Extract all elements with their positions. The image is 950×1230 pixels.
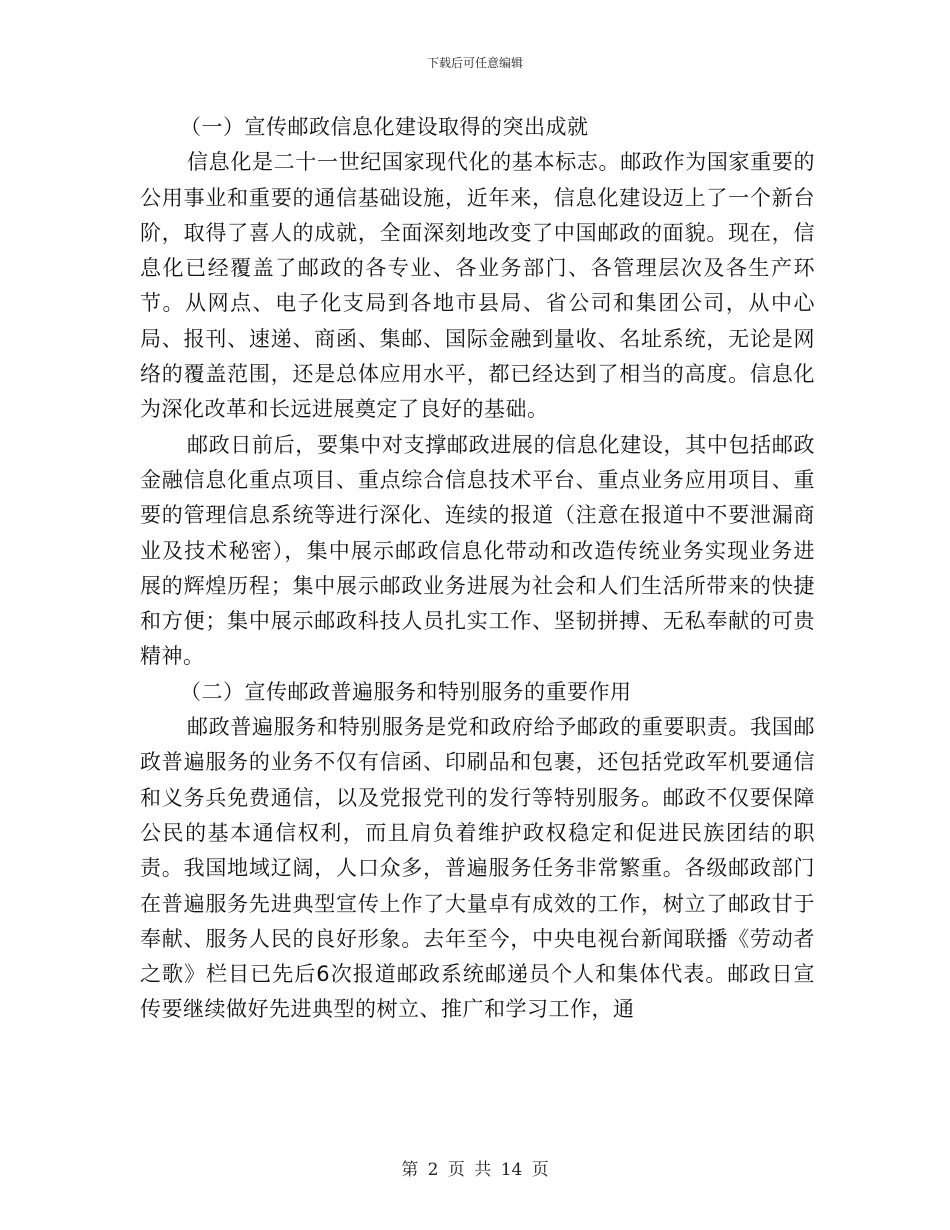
section-heading-2: （二）宣传邮政普遍服务和特别服务的重要作用 [180, 679, 632, 704]
document-body [140, 110, 815, 1028]
paragraph-3: 邮政普遍服务和特别服务是党和政府给予邮政的重要职责。我国邮政普遍服务的业务不仅有信函、印刷品和包裹，还包括党政军机要通信和义务兵免费通信，以及党报党刊的发行等特别服务。邮政不仅要保障公民的基本通信权利，而且肩负着维护政权稳定和促进民族团结的职责。我国地域辽阔，人口众多，普遍服务任务非常繁重。各级邮政部门在普遍服务先进典型宣传上作了大量卓有成效的工作，树立了邮政甘于奉献、服务人民的良好形象。去年至今，中央电视台新闻联播《劳动者之歌》栏目已先后6次报道邮政系统邮递员个人和集体代表。邮政日宣传要继续做好先进典型的树立、推广和学习工作，通 [140, 715, 815, 1022]
page-number: 第 2 页 共 14 页 [401, 1160, 549, 1180]
page-header: 下载后可任意编辑 [426, 56, 523, 70]
paragraph-1: 信息化是二十一世纪国家现代化的基本标志。邮政作为国家重要的公用事业和重要的通信基础设施，近年来，信息化建设迈上了一个新台阶，取得了喜人的成就，全面深刻地改变了中国邮政的面貌。现在，信息化已经覆盖了邮政的各专业、各业务部门、各管理层次及各生产环节。从网点、电子化支局到各地市县局、省公司和集团公司，从中心局、报刊、速递、商函、集邮、国际金融到量收、名址系统，无论是网络的覆盖范围，还是总体应用水平，都已经达到了相当的高度。信息化为深化改革和长远进展奠定了良好的基础。 [140, 150, 815, 422]
section-heading-1: （一）宣传邮政信息化建设取得的突出成就 [180, 115, 589, 139]
paragraph-2: 邮政日前后，要集中对支撑邮政进展的信息化建设，其中包括邮政金融信息化重点项目、重点综合信息技术平台、重点业务应用项目、重要的管理信息系统等进行深化、连续的报道（注意在报道中不要泄漏商业及技术秘密），集中展示邮政信息化带动和改造传统业务实现业务进展的辉煌历程；集中展示邮政业务进展为社会和人们生活所带来的快捷和方便；集中展示邮政科技人员扎实工作、坚韧拼搏、无私奉献的可贵精神。 [140, 432, 815, 669]
